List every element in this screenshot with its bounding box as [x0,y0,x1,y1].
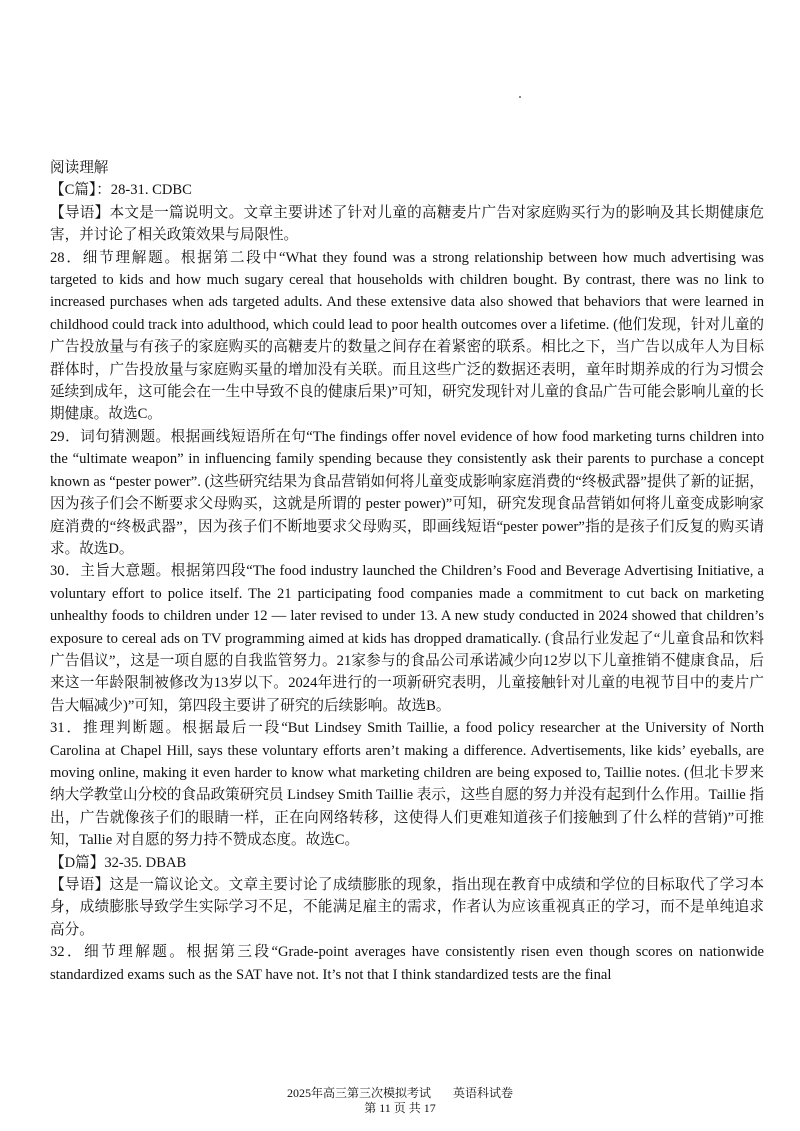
passage-d-guide: 【导语】这是一篇议论文。文章主要讨论了成绩膨胀的现象，指出现在教育中成绩和学位的目标取代了学习本身，成绩膨胀导致学生实际学习不足，不能满足雇主的需求，作者认为应该重视真正的学习，而不是单纯追求高分。 [50,877,764,938]
question-28-analysis: 28．细节理解题。根据第二段中“What they found was a strong relationship between how much advertising was targeted to kids and how much sugary cereal that households with children bought. By contrast, there was no link to increased purchases when ads targeted adults. And these extensive data also showed that behaviors that were learned in childhood could track into adulthood, which could lead to poor health outcomes over a lifetime. (他们发现，针对儿童的广告投放量与有孩子的家庭购买的高糖麦片的数量之间存在着紧密的联系。相比之下，当广告以成年人为目标群体时，广告投放量与家庭购买量的增加没有关联。而且这些广泛的数据还表明，童年时期养成的行为习惯会延续到成年，这可能会在一生中导致不良的健康后果)”可知，研究发现针对儿童的食品广告可能会影响儿童的长期健康。故选C。 [50,249,764,423]
passage-c-answers: 【C篇】：28-31. CDBC [50,182,192,199]
footer-exam-title: 2025年高三第三次模拟考试 [286,1086,431,1100]
page-footer [0,1086,800,1116]
footer-exam-line [0,1086,800,1101]
section-title: 阅读理解 [50,160,109,176]
stray-mark [519,96,521,98]
question-31-analysis: 31．推理判断题。根据最后一段“But Lindsey Smith Taillie, a food policy researcher at the University of North Carolina at Chapel Hill, says these voluntary efforts aren’t making a difference. Advertisements, like kids’ eyeballs, are moving online, making it even harder to know what marketing children are being exposed to, Taillie notes. (但北卡罗来纳大学教堂山分校的食品政策研究员 Lindsey Smith Taillie 表示，这些自愿的努力并没有起到什么作用。Taillie 指出，广告就像孩子们的眼睛一样，正在向网络转移，这使得人们更难知道孩子们接触到了什么样的营销)”可推知，Tallie 对自愿的努力持不赞成态度。故选C。 [50,720,764,849]
question-32-analysis: 32．细节理解题。根据第三段“Grade-point averages have consistently risen even though scores on nationwide standardized exams such as the SAT have not. It’s not that I think standardized tests are the final [50,944,764,983]
passage-c-guide: 【导语】本文是一篇说明文。文章主要讲述了针对儿童的高糖麦片广告对家庭购买行为的影响及其长期健康危害，并讨论了相关政策效果与局限性。 [50,204,764,244]
question-29-analysis: 29．词句猜测题。根据画线短语所在句“The findings offer novel evidence of how food marketing turns children into the “ultimate weapon” in influencing family spending because they consistently ask their parents to purchase a concept known as “pester power”. (这些研究结果为食品营销如何将儿童变成影响家庭消费的“终极武器”提供了新的证据，因为孩子们会不断要求父母购买，这就是所谓的 pester power)”可知，研究发现食品营销如何将儿童变成影响家庭消费的“终极武器”，因为孩子们不断地要求父母购买，即画线短语“pester power”指的是孩子们反复的购买请求。故选D。 [50,428,764,557]
answer-analysis-body [50,157,764,986]
passage-d-answers: 【D篇】32-35. DBAB [50,854,187,871]
footer-page-number: 第 11 页 共 17 [364,1101,436,1115]
question-30-analysis: 30．主旨大意题。根据第四段“The food industry launched the Children’s Food and Beverage Advertising Initiative, a voluntary effort to police itself. The 21 participating food companies made a commitment to cut back on marketing unhealthy foods to children under 12 — later revised to under 13. A new study conducted in 2024 showed that children’s exposure to cereal ads on TV programming aimed at kids has dropped dramatically. (食品行业发起了“儿童食品和饮料广告倡议”，这是一项自愿的自我监管努力。21家参与的食品公司承诺减少向12岁以下儿童推销不健康食品，后来这一年龄限制被修改为13岁以下。2024年进行的一项新研究表明，儿童接触针对儿童的电视节目中的麦片广告大幅减少)”可知，第四段主要讲了研究的后续影响。故选B。 [50,563,764,714]
footer-subject: 英语科试卷 [453,1086,514,1100]
